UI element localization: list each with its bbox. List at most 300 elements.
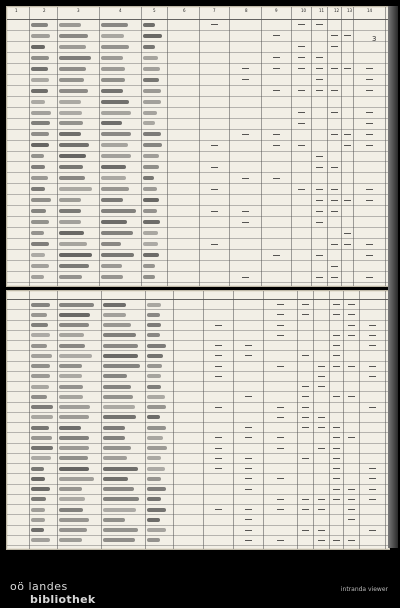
dash-mark [318,427,325,428]
dash-mark [333,499,340,500]
handwritten-entry [147,477,161,481]
table-row-rule [7,545,389,546]
handwritten-entry [101,143,128,147]
handwritten-entry [143,111,157,115]
dash-mark [318,376,325,377]
handwritten-entry [31,100,45,104]
dash-mark [316,277,323,278]
handwritten-entry [143,45,155,49]
dash-mark [331,266,338,267]
handwritten-entry [103,344,138,348]
table-column-rule [297,291,298,549]
dash-mark [331,244,338,245]
dash-mark [331,90,338,91]
table-column-rule [203,291,204,549]
handwritten-entry [59,364,82,368]
handwritten-entry [101,198,123,202]
handwritten-entry [59,220,81,224]
dash-mark [215,366,222,367]
handwritten-entry [101,209,136,213]
table-row-rule [7,525,389,526]
dash-mark [333,345,340,346]
handwritten-entry [31,132,49,136]
dash-mark [331,68,338,69]
book-binding-edge [388,6,398,548]
dash-mark [331,277,338,278]
dash-mark [302,355,309,356]
dash-mark [331,112,338,113]
handwritten-entry [101,253,134,257]
dash-mark [242,79,249,80]
dash-mark [366,79,373,80]
handwritten-entry [31,143,49,147]
dash-mark [273,57,280,58]
handwritten-entry [31,231,44,235]
dash-mark [211,24,218,25]
dash-mark [211,244,218,245]
handwritten-entry [31,436,52,440]
dash-mark [277,314,284,315]
dash-mark [331,189,338,190]
dash-mark [333,437,340,438]
handwritten-entry [59,303,94,307]
handwritten-entry [31,198,51,202]
handwritten-entry [103,323,131,327]
column-number-3: 3 [77,8,80,13]
dash-mark [369,366,376,367]
dash-mark [348,325,355,326]
handwritten-entry [31,165,45,169]
handwritten-entry [103,508,136,512]
handwritten-entry [143,78,159,82]
dash-mark [298,57,305,58]
handwritten-entry [59,34,88,38]
dash-mark [242,68,249,69]
handwritten-entry [147,303,161,307]
dash-mark [331,211,338,212]
handwritten-entry [101,231,133,235]
handwritten-entry [59,456,88,460]
handwritten-entry [143,220,160,224]
dash-mark [302,396,309,397]
dash-mark [215,509,222,510]
table-row-rule [7,320,389,321]
dash-mark [302,304,309,305]
handwritten-entry [103,426,125,430]
dash-mark [298,24,305,25]
table-header-rule [7,299,389,300]
dash-mark [366,123,373,124]
handwritten-entry [101,275,123,279]
table-row-rule [7,309,389,310]
dash-mark [215,345,222,346]
dash-mark [302,509,309,510]
handwritten-entry [31,487,50,491]
table-column-rule [141,7,142,286]
handwritten-entry [147,364,162,368]
handwritten-entry [101,132,131,136]
handwritten-entry [59,538,82,542]
handwritten-entry [103,354,138,358]
handwritten-entry [147,333,160,337]
table-row-rule [7,453,389,454]
dash-mark [215,407,222,408]
dash-mark [242,222,249,223]
dash-mark [333,314,340,315]
handwritten-entry [143,242,158,246]
table-column-rule [101,291,102,549]
table-column-rule [359,291,360,549]
handwritten-entry [101,242,121,246]
handwritten-entry [59,313,90,317]
dash-mark [316,156,323,157]
dash-mark [344,134,351,135]
handwritten-entry [103,446,131,450]
handwritten-entry [59,132,81,136]
table-column-rule [313,291,314,549]
handwritten-entry [31,67,48,71]
dash-mark [369,478,376,479]
handwritten-entry [101,67,125,71]
handwritten-entry [101,187,129,191]
handwritten-entry [31,538,50,542]
handwritten-entry [31,456,51,460]
handwritten-entry [31,467,44,471]
dash-mark [344,200,351,201]
dash-mark [273,90,280,91]
dash-mark [318,386,325,387]
column-number-1: 1 [15,8,18,13]
handwritten-entry [59,323,89,327]
dash-mark [369,468,376,469]
handwritten-entry [59,100,81,104]
handwritten-entry [143,67,160,71]
handwritten-entry [59,187,92,191]
dash-mark [277,509,284,510]
dash-mark [333,540,340,541]
handwritten-entry [31,154,44,158]
table-row-rule [7,504,389,505]
table-row-rule [7,350,389,351]
handwritten-entry [103,395,133,399]
column-number-2: 2 [43,8,46,13]
handwritten-entry [59,111,82,115]
handwritten-entry [101,264,122,268]
handwritten-entry [103,528,138,532]
dash-mark [316,167,323,168]
dash-mark [215,325,222,326]
handwritten-entry [31,56,49,60]
handwritten-entry [59,23,81,27]
handwritten-entry [101,154,131,158]
dash-mark [302,417,309,418]
dash-mark [348,335,355,336]
dash-mark [215,468,222,469]
dash-mark [366,134,373,135]
handwritten-entry [31,354,52,358]
dash-mark [277,437,284,438]
handwritten-entry [59,354,92,358]
column-number-12: 12 [334,8,340,13]
dash-mark [242,211,249,212]
dash-mark [344,68,351,69]
table-row-rule [7,412,389,413]
dash-mark [245,345,252,346]
dash-mark [316,211,323,212]
column-number-14: 14 [367,8,373,13]
handwritten-entry [101,78,125,82]
dash-mark [331,35,338,36]
handwritten-entry [101,45,129,49]
dash-mark [366,189,373,190]
dash-mark [333,427,340,428]
handwritten-entry [147,446,167,450]
handwritten-entry [147,436,163,440]
page-number: 3 [372,35,377,43]
dash-mark [318,366,325,367]
handwritten-entry [59,242,87,246]
handwritten-entry [59,176,85,180]
dash-mark [215,448,222,449]
handwritten-entry [59,45,86,49]
handwritten-entry [143,209,157,213]
handwritten-entry [147,344,166,348]
dash-mark [333,468,340,469]
handwritten-entry [31,121,50,125]
handwritten-entry [31,264,49,268]
handwritten-entry [59,497,85,501]
dash-mark [333,335,340,336]
column-number-9: 9 [275,8,278,13]
dash-mark [273,35,280,36]
handwritten-entry [103,518,125,522]
handwritten-entry [31,176,48,180]
dash-mark [369,335,376,336]
handwritten-entry [59,253,92,257]
dash-mark [245,355,252,356]
dash-mark [302,386,309,387]
dash-mark [348,489,355,490]
table-column-rule [341,7,342,286]
handwritten-entry [147,395,165,399]
handwritten-entry [31,323,48,327]
handwritten-entry [143,132,161,136]
dash-mark [245,509,252,510]
handwritten-entry [59,477,94,481]
dash-mark [333,396,340,397]
column-number-11: 11 [319,8,325,13]
dash-mark [298,68,305,69]
handwritten-entry [31,242,49,246]
dash-mark [302,458,309,459]
dash-mark [316,222,323,223]
dash-mark [333,448,340,449]
handwritten-entry [59,275,82,279]
dash-mark [298,145,305,146]
dash-mark [318,540,325,541]
dash-mark [273,145,280,146]
dash-mark [348,519,355,520]
handwritten-entry [31,45,45,49]
dash-mark [245,540,252,541]
handwritten-entry [101,220,127,224]
handwritten-entry [59,395,83,399]
handwritten-entry [101,100,129,104]
column-number-5: 5 [153,8,156,13]
handwritten-entry [59,143,89,147]
dash-mark [245,437,252,438]
handwritten-entry [147,497,161,501]
handwritten-entry [143,143,162,147]
dash-mark [348,509,355,510]
handwritten-entry [59,209,81,213]
handwritten-entry [143,253,159,257]
dash-mark [211,189,218,190]
handwritten-entry [143,154,159,158]
dash-mark [215,376,222,377]
handwritten-entry [103,313,126,317]
handwritten-entry [143,100,161,104]
register-page-top [6,6,392,287]
dash-mark [366,277,373,278]
handwritten-entry [103,487,134,491]
table-column-rule [233,291,234,549]
table-column-rule [29,291,30,549]
dash-mark [273,255,280,256]
handwritten-entry [31,446,53,450]
table-row-rule [7,381,389,382]
table-row-rule [7,514,389,515]
handwritten-entry [143,264,155,268]
table-column-rule [385,291,386,549]
handwritten-entry [147,518,160,522]
table-column-rule [173,291,174,549]
handwritten-entry [59,56,91,60]
dash-mark [333,366,340,367]
table-row-rule [7,432,389,433]
dash-mark [344,244,351,245]
dash-mark [344,233,351,234]
dash-mark [318,499,325,500]
dash-mark [331,200,338,201]
dash-mark [211,211,218,212]
handwritten-entry [101,176,126,180]
handwritten-entry [101,56,123,60]
dash-mark [369,499,376,500]
table-row-rule [7,402,389,403]
handwritten-entry [59,198,81,202]
handwritten-entry [31,385,49,389]
handwritten-entry [31,111,51,115]
table-row-rule [7,422,389,423]
handwritten-entry [147,467,165,471]
table-column-rule [199,7,200,286]
handwritten-entry [101,34,124,38]
handwritten-entry [31,364,50,368]
handwritten-entry [59,231,84,235]
dash-mark [211,145,218,146]
table-column-rule [57,7,58,286]
handwritten-entry [143,165,159,169]
table-column-rule [343,291,344,549]
dash-mark [369,325,376,326]
dash-mark [215,458,222,459]
table-column-rule [327,7,328,286]
handwritten-entry [101,89,123,93]
handwritten-entry [103,477,128,481]
handwritten-entry [31,477,45,481]
handwritten-entry [147,374,161,378]
table-column-rule [329,291,330,549]
column-number-13: 13 [347,8,353,13]
dash-mark [302,499,309,500]
dash-mark [298,112,305,113]
column-number-7: 7 [213,8,216,13]
dash-mark [331,134,338,135]
handwritten-entry [103,405,135,409]
column-number-8: 8 [245,8,248,13]
dash-mark [245,519,252,520]
dash-mark [369,530,376,531]
dash-mark [298,123,305,124]
handwritten-entry [31,313,47,317]
handwritten-entry [59,89,88,93]
dash-mark [318,509,325,510]
handwritten-entry [59,426,81,430]
handwritten-entry [31,187,45,191]
table-column-rule [145,291,146,549]
handwritten-entry [31,333,50,337]
handwritten-entry [59,385,83,389]
dash-mark [298,46,305,47]
viewer-credit[interactable]: intranda viewer [340,586,388,593]
table-column-rule [291,7,292,286]
dash-mark [331,167,338,168]
handwritten-entry [147,385,161,389]
handwritten-entry [143,198,159,202]
handwritten-entry [147,313,160,317]
dash-mark [277,448,284,449]
handwritten-entry [101,165,126,169]
handwritten-entry [59,446,89,450]
table-column-rule [229,7,230,286]
handwritten-entry [147,426,166,430]
dash-mark [277,478,284,479]
dash-mark [245,530,252,531]
dash-mark [344,35,351,36]
handwritten-entry [59,344,85,348]
dash-mark [366,145,373,146]
table-column-rule [167,7,168,286]
dash-mark [333,489,340,490]
handwritten-entry [31,405,53,409]
dash-mark [215,355,222,356]
handwritten-entry [31,34,50,38]
handwritten-entry [31,395,47,399]
handwritten-entry [59,154,86,158]
handwritten-entry [103,303,126,307]
handwritten-entry [103,436,125,440]
table-row-rule [7,361,389,362]
dash-mark [316,79,323,80]
handwritten-entry [103,385,131,389]
library-logo-text-bottom: bibliothek [30,593,96,606]
handwritten-entry [59,487,82,491]
handwritten-entry [143,56,158,60]
handwritten-entry [59,264,89,268]
dash-mark [369,407,376,408]
table-column-rule [263,291,264,549]
